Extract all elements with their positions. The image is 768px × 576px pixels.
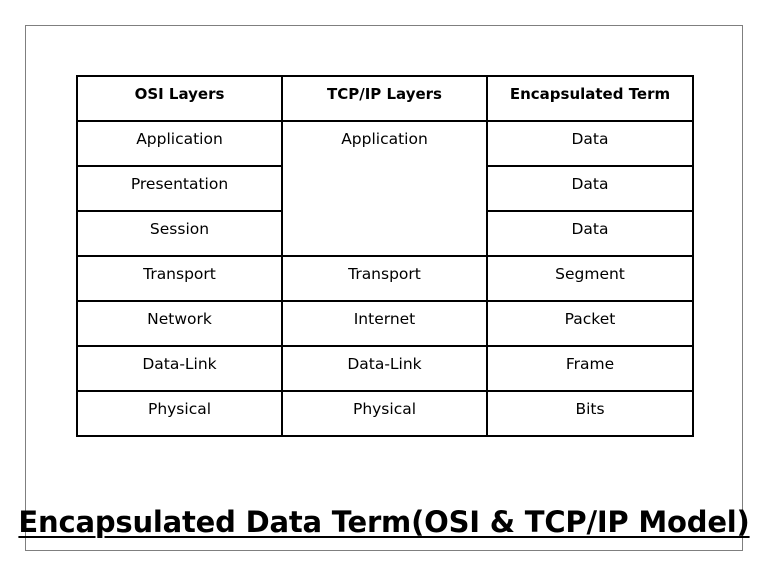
- encapsulated-term-cell: Data: [487, 121, 693, 166]
- encapsulated-term-cell: Segment: [487, 256, 693, 301]
- encapsulated-term-cell: Bits: [487, 391, 693, 436]
- osi-layer-cell: Network: [77, 301, 282, 346]
- encapsulated-term-cell: Packet: [487, 301, 693, 346]
- header-encapsulated-term: Encapsulated Term: [487, 76, 693, 121]
- osi-layer-cell: Physical: [77, 391, 282, 436]
- encapsulated-term-cell: Data: [487, 166, 693, 211]
- table-row: [77, 391, 693, 436]
- tcpip-layer-cell: Physical: [282, 391, 487, 436]
- encapsulated-term-cell: Frame: [487, 346, 693, 391]
- header-tcpip-layers: TCP/IP Layers: [282, 76, 487, 121]
- osi-layer-cell: Session: [77, 211, 282, 256]
- table-row: [77, 346, 693, 391]
- tcpip-layer-cell: Transport: [282, 256, 487, 301]
- table-row: [77, 256, 693, 301]
- osi-layer-cell: Data-Link: [77, 346, 282, 391]
- header-osi-layers: OSI Layers: [77, 76, 282, 121]
- tcpip-layer-cell: Application: [282, 121, 487, 256]
- table-row: [77, 301, 693, 346]
- table-header-row: [77, 76, 693, 121]
- encapsulated-term-cell: Data: [487, 211, 693, 256]
- tcpip-layer-cell: Data-Link: [282, 346, 487, 391]
- tcpip-layer-cell: Internet: [282, 301, 487, 346]
- figure-caption: Encapsulated Data Term(OSI & TCP/IP Model): [18, 505, 750, 539]
- osi-layer-cell: Presentation: [77, 166, 282, 211]
- table-row: [77, 121, 693, 166]
- osi-layer-cell: Transport: [77, 256, 282, 301]
- osi-tcpip-table: [76, 75, 694, 437]
- osi-layer-cell: Application: [77, 121, 282, 166]
